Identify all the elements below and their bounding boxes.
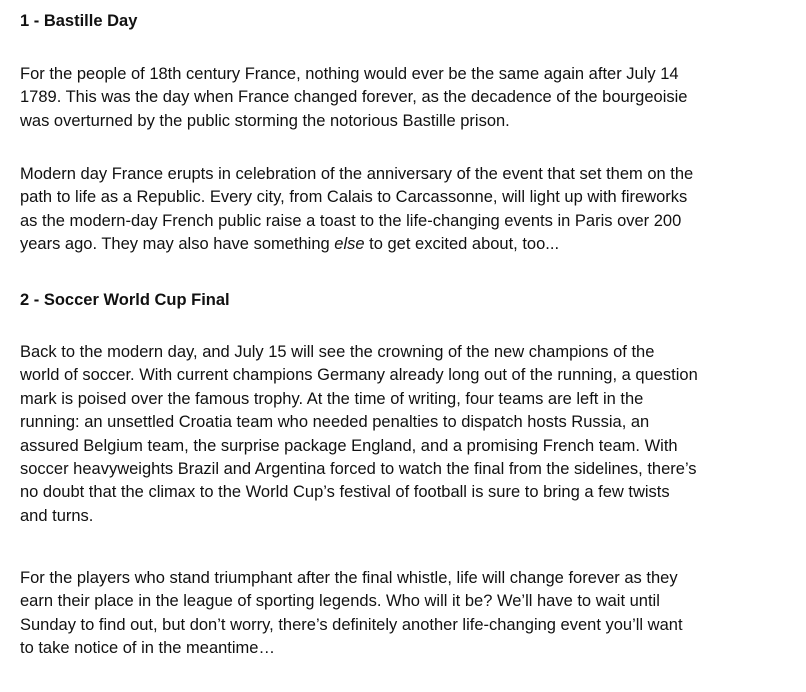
text-line: assured Belgium team, the surprise package England, and a promising French team. With [20,436,678,455]
text-line: 1789. This was the day when France changed forever, as the decadence of the bourgeoisie [20,88,688,107]
text-fragment: years ago. They may also have something [20,235,335,254]
text-line: mark is poised over the famous trophy. At the time of writing, four teams are left in the [20,389,644,408]
text-line: Back to the modern day, and July 15 will see the crowning of the new champions of the [20,343,655,361]
section-heading-world-cup: 2 - Soccer World Cup Final [20,291,230,309]
paragraph-bastille-history [20,63,687,133]
text-line: and turns. [20,506,94,525]
text-line: soccer heavyweights Brazil and Argentina forced to watch the final from the sidelines, there’s [20,460,697,479]
emphasized-word: else [334,235,365,254]
text-line: For the people of 18th century France, nothing would ever be the same again after July 14 [20,65,679,83]
text-line: earn their place in the league of sporting legends. Who will it be? We’ll have to wait until [20,592,660,611]
text-line: was overturned by the public storming the notorious Bastille prison. [20,111,510,130]
paragraph-world-cup [20,341,698,528]
text-line: Modern day France erupts in celebration of the anniversary of the event that set them on the [20,165,694,183]
text-fragment: to get excited about, too... [364,235,560,254]
text-line: Sunday to find out, but don’t worry, there’s definitely another life-changing event you’ll want [20,615,683,634]
paragraph-modern-france [20,163,693,257]
text-line: no doubt that the climax to the World Cup’s festival of football is sure to bring a few twists [20,483,670,502]
section-heading-bastille-day: 1 - Bastille Day [20,12,138,30]
text-line: to take notice of in the meantime… [20,639,275,658]
text-line: as the modern-day French public raise a toast to the life-changing events in Paris over 200 [20,211,682,230]
text-line: For the players who stand triumphant after the final whistle, life will change forever as they [20,569,678,587]
text-line: world of soccer. With current champions Germany already long out of the running, a question [20,366,698,385]
text-line: running: an unsettled Croatia team who needed penalties to dispatch hosts Russia, an [20,413,650,432]
paragraph-final-whistle [20,567,683,661]
text-line [20,233,693,256]
text-line: path to life as a Republic. Every city, from Calais to Carcassonne, will light up with fireworks [20,188,688,207]
